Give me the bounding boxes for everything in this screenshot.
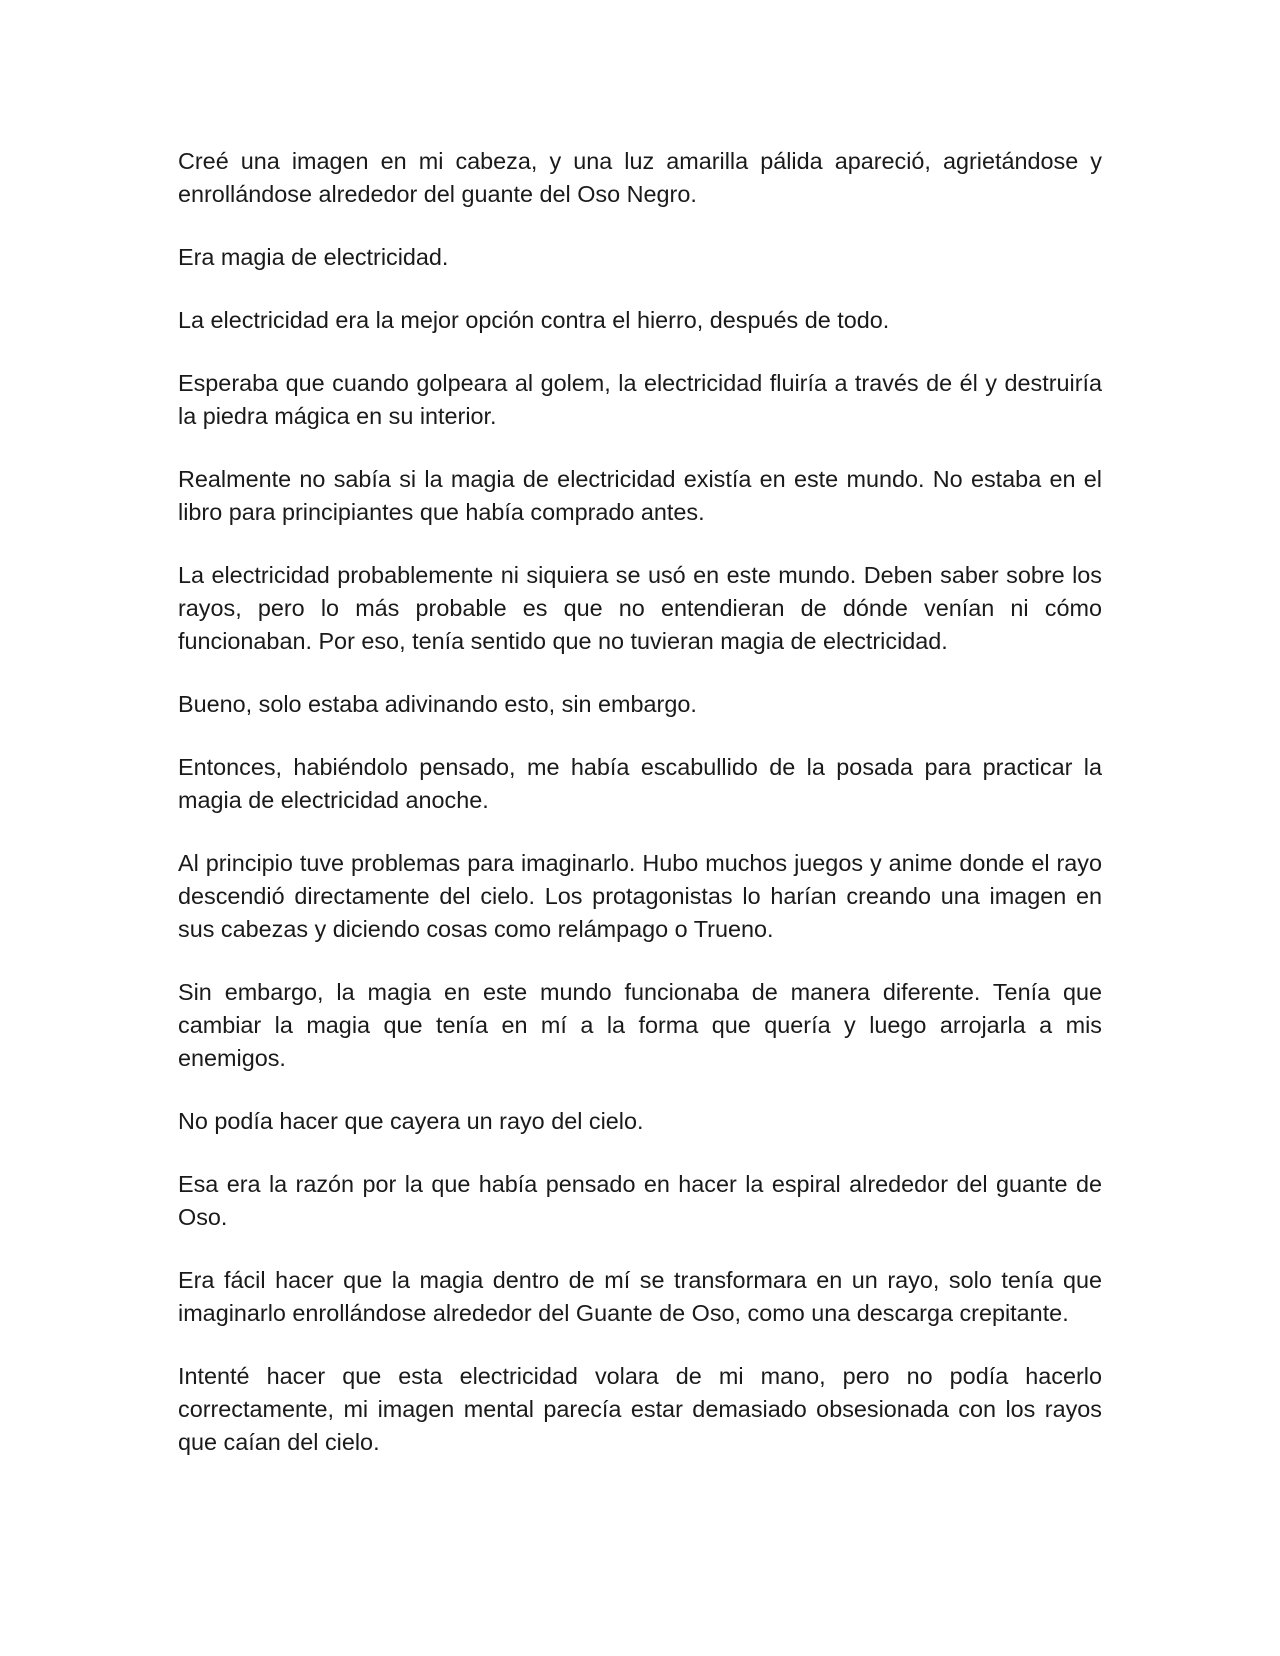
paragraph-8: Entonces, habiéndolo pensado, me había escabullido de la posada para practicar la magia de electricidad anoche. xyxy=(178,754,1102,813)
document-body xyxy=(178,145,1102,1489)
paragraph-2: Era magia de electricidad. xyxy=(178,244,449,270)
paragraph-6: La electricidad probablemente ni siquiera se usó en este mundo. Deben saber sobre los rayos, pero lo más probable es que no entendieran de dónde venían ni cómo funcionaban. Por eso, tenía sentido que no tuvieran magia de electricidad. xyxy=(178,562,1102,654)
paragraph-1: Creé una imagen en mi cabeza, y una luz amarilla pálida apareció, agrietándose y enrollándose alrededor del guante del Oso Negro. xyxy=(178,148,1102,207)
paragraph-13: Era fácil hacer que la magia dentro de mí se transformara en un rayo, solo tenía que imaginarlo enrollándose alrededor del Guante de Oso, como una descarga crepitante. xyxy=(178,1267,1102,1326)
paragraph-10: Sin embargo, la magia en este mundo funcionaba de manera diferente. Tenía que cambiar la magia que tenía en mí a la forma que quería y luego arrojarla a mis enemigos. xyxy=(178,979,1102,1071)
paragraph-9: Al principio tuve problemas para imaginarlo. Hubo muchos juegos y anime donde el rayo descendió directamente del cielo. Los protagonistas lo harían creando una imagen en sus cabezas y diciendo cosas como relámpago o Trueno. xyxy=(178,850,1102,942)
paragraph-3: La electricidad era la mejor opción contra el hierro, después de todo. xyxy=(178,307,890,333)
paragraph-12: Esa era la razón por la que había pensado en hacer la espiral alrededor del guante de Oso. xyxy=(178,1171,1102,1230)
paragraph-5: Realmente no sabía si la magia de electricidad existía en este mundo. No estaba en el libro para principiantes que había comprado antes. xyxy=(178,466,1102,525)
paragraph-14: Intenté hacer que esta electricidad volara de mi mano, pero no podía hacerlo correctamente, mi imagen mental parecía estar demasiado obsesionada con los rayos que caían del cielo. xyxy=(178,1363,1102,1455)
paragraph-7: Bueno, solo estaba adivinando esto, sin embargo. xyxy=(178,691,697,717)
paragraph-11: No podía hacer que cayera un rayo del cielo. xyxy=(178,1108,644,1134)
paragraph-4: Esperaba que cuando golpeara al golem, la electricidad fluiría a través de él y destruiría la piedra mágica en su interior. xyxy=(178,370,1102,429)
